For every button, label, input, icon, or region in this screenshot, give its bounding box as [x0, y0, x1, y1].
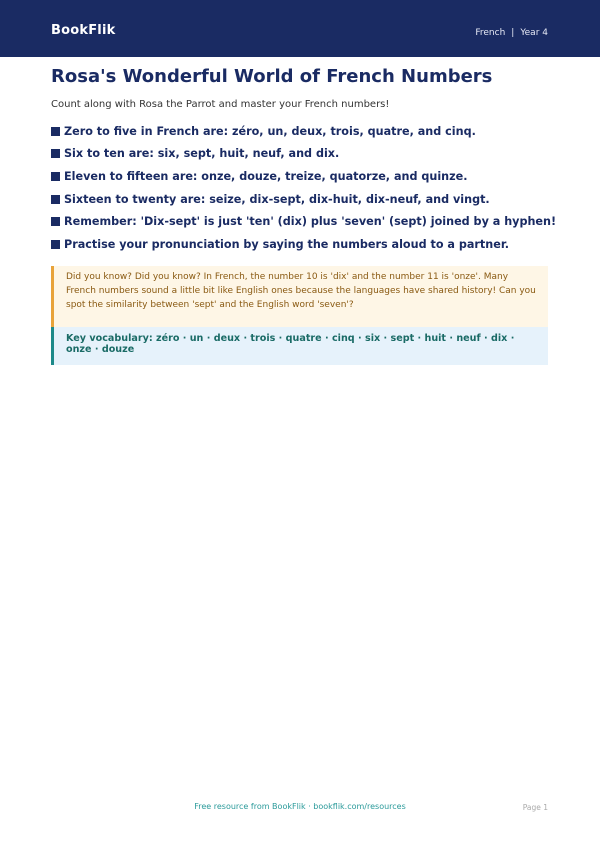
footer-credit[interactable]: Free resource from BookFlik · bookflik.com/resources: [194, 802, 406, 811]
list-item-text: Sixteen to twenty are: seize, dix-sept, dix-huit, dix-neuf, and vingt.: [64, 192, 490, 206]
key-vocabulary-box: Key vocabulary: zéro · un · deux · trois · quatre · cinq · six · sept · huit · neuf · dix · onze · douze: [51, 327, 548, 365]
list-item: [51, 188, 551, 211]
list-item-text: Six to ten are: six, sept, huit, neuf, and dix.: [64, 147, 340, 161]
header-bar: [0, 0, 600, 57]
bullet-list: [51, 120, 557, 256]
square-bullet-icon: [51, 149, 60, 158]
subject-label: French: [475, 28, 506, 38]
page-number: Page 1: [522, 803, 548, 812]
list-item-text: Eleven to fifteen are: onze, douze, treize, quatorze, and quinze.: [64, 169, 468, 183]
year-label: Year 4: [520, 28, 548, 38]
page-subtitle: Count along with Rosa the Parrot and master your French numbers!: [51, 99, 390, 110]
list-item: [51, 143, 551, 166]
meta-separator: |: [511, 28, 515, 38]
square-bullet-icon: [51, 217, 60, 226]
list-item-text: Remember: 'Dix-sept' is just 'ten' (dix) plus 'seven' (sept) joined by a hyphen!: [64, 215, 557, 229]
header-meta: [475, 28, 548, 38]
page-title: Rosa's Wonderful World of French Numbers: [51, 66, 493, 87]
list-item: [51, 233, 551, 256]
square-bullet-icon: [51, 195, 60, 204]
list-item: [51, 210, 557, 233]
square-bullet-icon: [51, 127, 60, 136]
list-item-text: Practise your pronunciation by saying the numbers aloud to a partner.: [64, 237, 509, 251]
brand-logo-text[interactable]: BookFlik: [51, 23, 116, 38]
square-bullet-icon: [51, 240, 60, 249]
list-item-text: Zero to five in French are: zéro, un, deux, trois, quatre, and cinq.: [64, 124, 476, 138]
list-item: [51, 165, 551, 188]
did-you-know-callout: Did you know? Did you know? In French, the number 10 is 'dix' and the number 11 is 'onze'. Many French numbers sound a little bit like English ones because the languages have shared history! Can you spot the similarity between 'sept' and the English word 'seven'?: [51, 266, 548, 327]
square-bullet-icon: [51, 172, 60, 181]
list-item: [51, 120, 551, 143]
